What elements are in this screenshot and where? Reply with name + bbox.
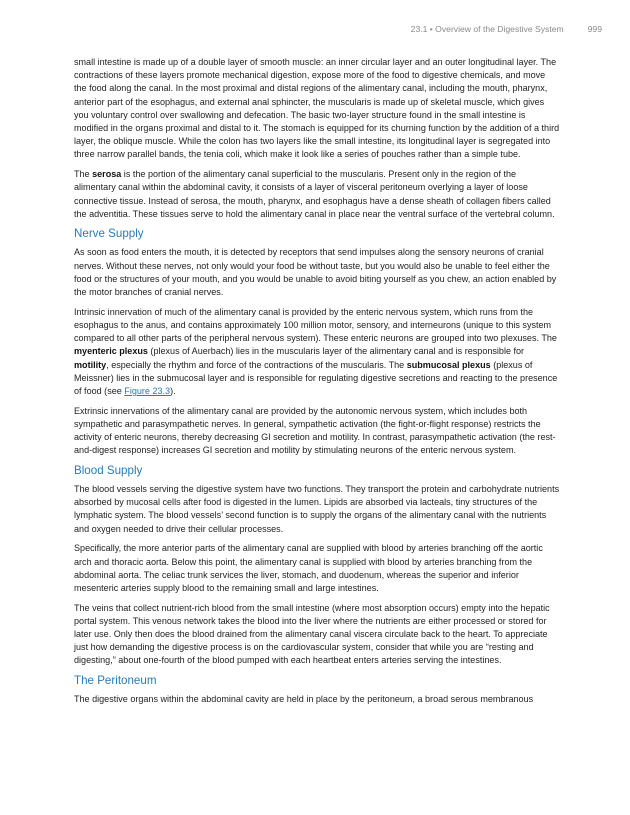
paragraph-serosa: The serosa is the portion of the alimentary canal superficial to the muscularis. Present only in the region of the alimentary canal within the abdominal cavity, it consists of a layer of visceral peritoneum overlying a layer of loose connective tissue. Instead of serosa, the mouth, pharynx, and esophagus have a dense sheath of collagen fibers called the adventitia. These tissues serve to hold the alimentary canal in place near the ventral surface of the vertebral column. — [74, 169, 555, 219]
term-motility: motility — [74, 359, 107, 370]
term-submucosal-plexus: submucosal plexus — [406, 359, 491, 370]
paragraph-blood-vessels: The blood vessels serving the digestive system have two functions. They transport the protein and carbohydrate nutrients absorbed by mucosal cells after food is digested in the lumen. Lipids are absorbed via lacteals, tiny structures of the lymphatic system. The blood vessels’ second function is to supply the organs of the alimentary canal with the nutrients and oxygen needed to drive their cellular processes. — [74, 483, 560, 534]
figure-link[interactable]: Figure 23.3 — [124, 385, 171, 396]
heading-blood-supply: Blood Supply — [74, 463, 143, 477]
paragraph-arteries: Specifically, the more anterior parts of the alimentary canal are supplied with blood by arteries branching off the aortic arch and thoracic aorta. Below this point, the alimentary canal is supplied with blood by arteries branching from the abdominal aorta. The celiac trunk services the liver, stomach, and duodenum, whereas the superior and inferior mesenteric arteries supply blood to the remaining small and large intestines. — [74, 543, 543, 593]
paragraph-muscularis: small intestine is made up of a double layer of smooth muscle: an inner circular layer and an outer longitudinal layer. The contractions of these layers promote mechanical digestion, expose more of the food to digestive chemicals, and move the food along the canal. In the most proximal and distal regions of the alimentary canal, including the mouth, pharynx, anterior part of the esophagus, and external anal sphincter, the muscularis is made up of skeletal muscle, which gives you voluntary control over swallowing and defecation. The basic two-layer structure found in the small intestine is modified in the organs proximal and distal to it. The stomach is equipped for its churning function by the addition of a third layer, the oblique muscle. While the colon has two layers like the small intestine, its longitudinal layer is segregated into three narrow parallel bands, the tenia coli, which make it look like a series of pouches rather than a simple tube. — [74, 57, 560, 160]
term-serosa: serosa — [92, 169, 122, 180]
page-number: 999 — [587, 24, 602, 34]
paragraph-intrinsic-innervation: Intrinsic innervation of much of the alimentary canal is provided by the enteric nervous system, which runs from the esophagus to the anus, and contains approximately 100 million motor, sensory, and interneurons (unique to this system compared to all other parts of the peripheral nervous system). These enteric neurons are grouped into two plexuses. The myenteric plexus (plexus of Auerbach) lies in the muscularis layer of the alimentary canal and is responsible for motility, especially the rhythm and force of the contractions of the muscularis. The submucosal plexus (plexus of Meissner) lies in the submucosal layer and is responsible for regulating digestive secretions and reacting to the presence of food (see Figure 23.3). — [74, 306, 558, 396]
heading-peritoneum: The Peritoneum — [74, 674, 157, 688]
paragraph-extrinsic-innervation: Extrinsic innervations of the alimentary canal are provided by the autonomic nervous system, which includes both sympathetic and parasympathetic nerves. In general, sympathetic activation (the fight-or-flight response) restricts the activity of enteric neurons, thereby decreasing GI secretion and motility. In contrast, parasympathetic activation (the rest-and-digest response) increases GI secretion and motility by stimulating neurons of the enteric nervous system. — [74, 405, 556, 456]
running-head — [411, 24, 602, 34]
heading-nerve-supply: Nerve Supply — [74, 227, 144, 241]
paragraph-peritoneum: The digestive organs within the abdominal cavity are held in place by the peritoneum, a broad serous membranous — [74, 694, 534, 705]
page-content — [74, 56, 560, 713]
section-title: 23.1 • Overview of the Digestive System — [410, 24, 564, 34]
paragraph-veins: The veins that collect nutrient-rich blood from the small intestine (where most absorption occurs) empty into the hepatic portal system. This venous network takes the blood into the liver where the nutrients are either processed or stored for later use. Only then does the blood drained from the alimentary canal viscera circulate back to the heart. To appreciate just how demanding the digestive process is on the cardiovascular system, consider that while you are “resting and digesting,” about one-fourth of the blood pumped with each heartbeat enters arteries serving the intestines. — [74, 602, 550, 666]
paragraph-cranial-nerves: As soon as food enters the mouth, it is detected by receptors that send impulses along the sensory neurons of cranial nerves. Without these nerves, not only would your food be without taste, but you would also be unable to feel either the food or the structures of your mouth, and you would be unable to avoid biting yourself as you chew, an action enabled by the motor branches of cranial nerves. — [74, 247, 557, 298]
term-myenteric-plexus: myenteric plexus — [74, 346, 148, 357]
